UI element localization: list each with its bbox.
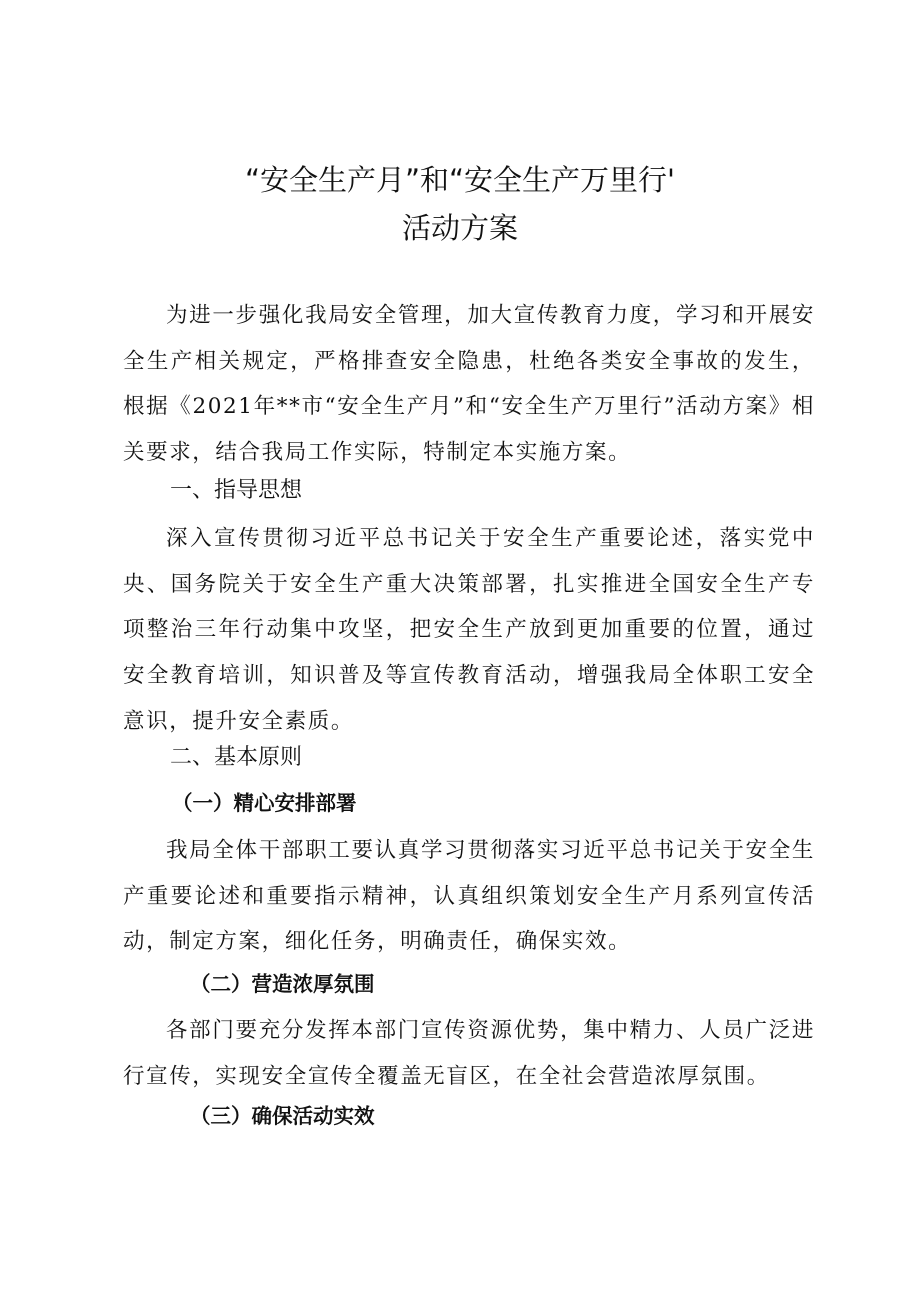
subsection-body-atmosphere: 各部门要充分发挥本部门宣传资源优势，集中精力、人员广泛进行宣传，实现安全宣传全覆盖无盲区，在全社会营造浓厚氛围。 xyxy=(123,1018,815,1089)
subsection-heading-atmosphere: （二）营造浓厚氛围 xyxy=(190,972,375,996)
document-title-line2: 活动方案 xyxy=(401,211,518,245)
section-heading-guiding-thought: 一、指导思想 xyxy=(170,478,303,503)
document-title-line1: “安全生产月”和“安全生产万里行' xyxy=(244,163,676,197)
subsection-heading-planning: （一）精心安排部署 xyxy=(172,791,357,815)
section-body-guiding-thought: 深入宣传贯彻习近平总书记关于安全生产重要论述，落实党中央、国务院关于安全生产重大决策部署，扎实推进全国安全生产专项整治三年行动集中攻坚，把安全生产放到更加重要的位置，通过安全教育培训，知识普及等宣传教育活动，增强我局全体职工安全意识，提升安全素质。 xyxy=(123,526,815,734)
subsection-heading-effectiveness: （三）确保活动实效 xyxy=(190,1104,375,1128)
intro-paragraph: 为进一步强化我局安全管理，加大宣传教育力度，学习和开展安全生产相关规定，严格排查安全隐患，杜绝各类安全事故的发生，根据《2021年**市“安全生产月”和“安全生产万里行”活动方案》相关要求，结合我局工作实际，特制定本实施方案。 xyxy=(123,303,815,466)
section-heading-basic-principles: 二、基本原则 xyxy=(170,745,303,770)
subsection-body-planning: 我局全体干部职工要认真学习贯彻落实习近平总书记关于安全生产重要论述和重要指示精神，认真组织策划安全生产月系列宣传活动，制定方案，细化任务，明确责任，确保实效。 xyxy=(123,838,815,955)
